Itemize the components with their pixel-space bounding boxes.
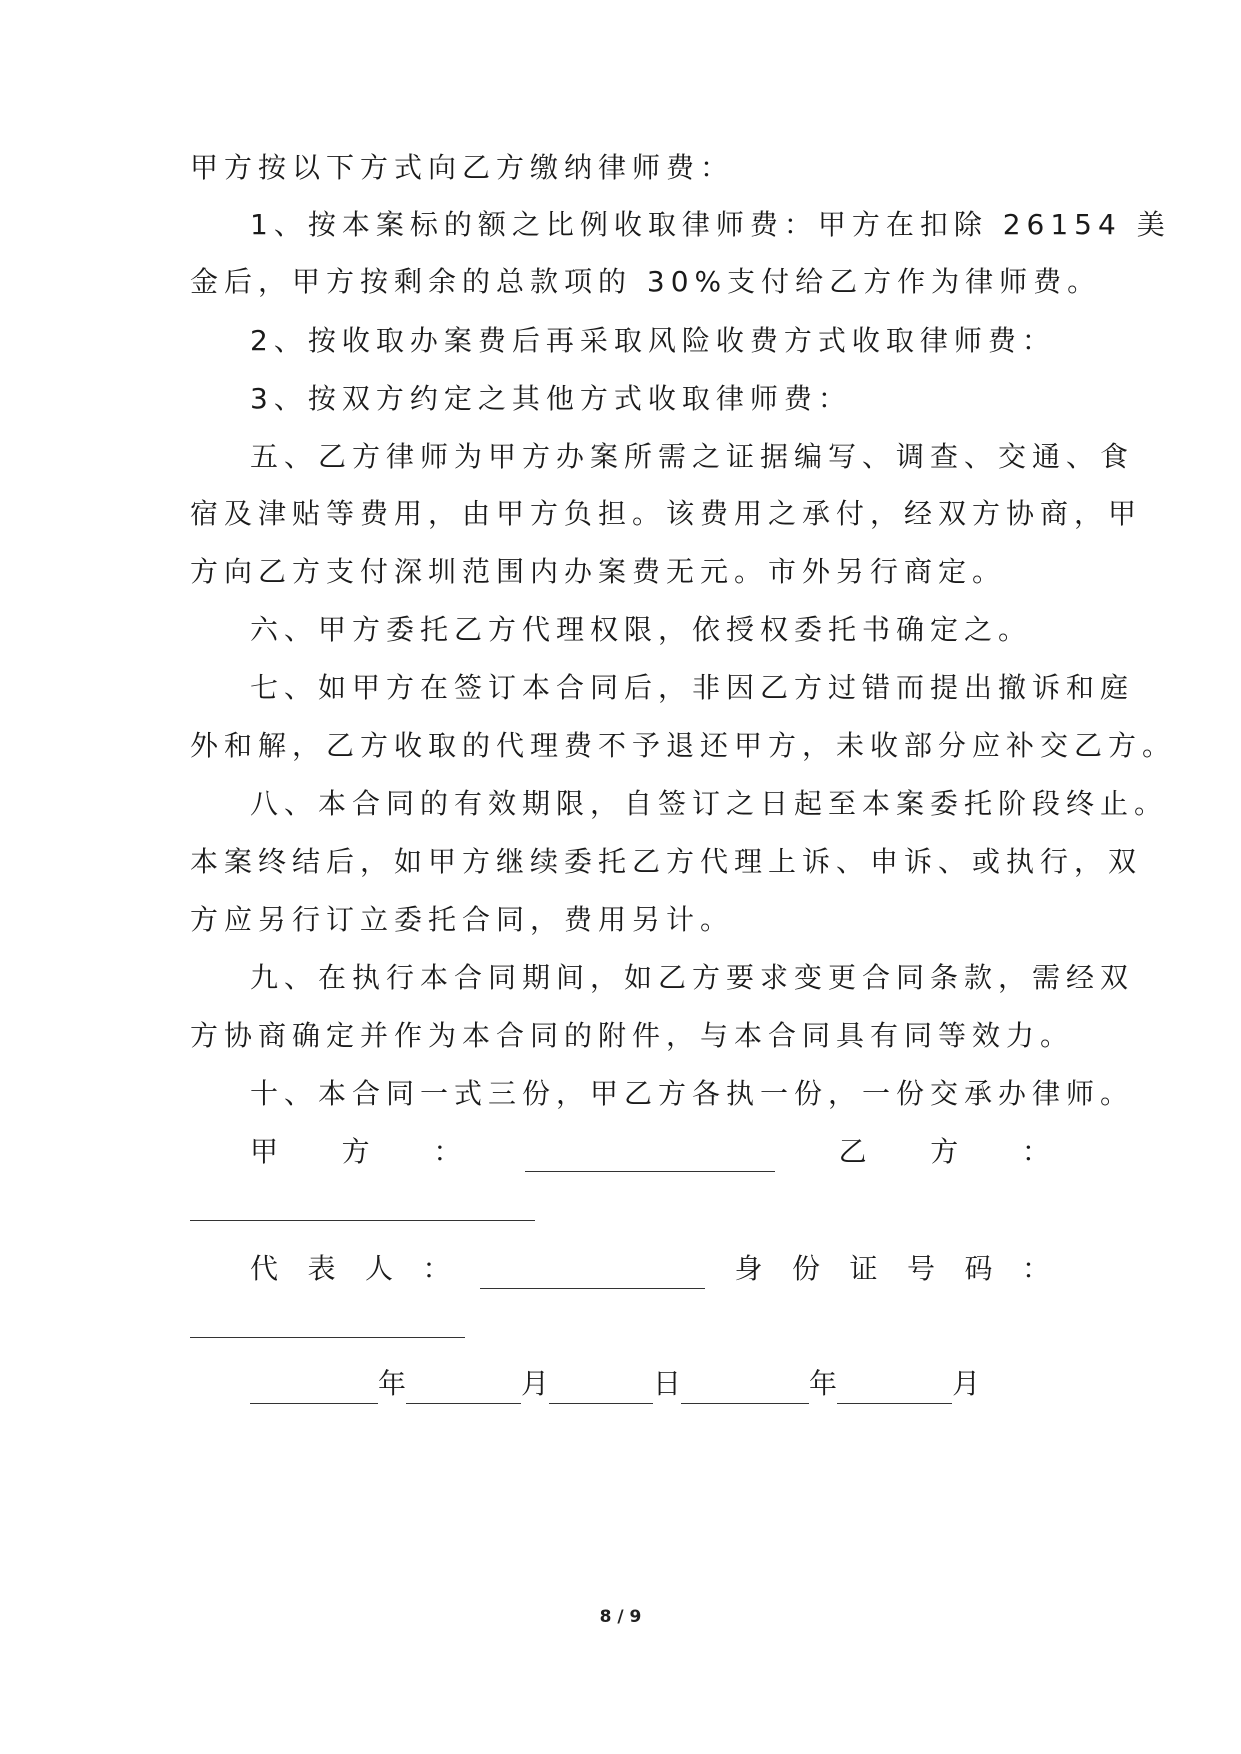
id-number-colon: ： bbox=[1021, 1252, 1050, 1285]
paragraph-3: 3、按双方约定之其他方式收取律师费： bbox=[250, 382, 852, 415]
signature-row-parties bbox=[250, 1132, 1050, 1172]
party-a-colon: ： bbox=[433, 1135, 462, 1168]
month-b-blank[interactable] bbox=[837, 1373, 952, 1404]
paragraph-7-line-2: 外和解，乙方收取的代理费不予退还甲方，未收部分应补交乙方。 bbox=[190, 729, 1177, 762]
party-b-colon: ： bbox=[1021, 1135, 1050, 1168]
year-a-label: 年 bbox=[378, 1367, 407, 1400]
signature-row-representative bbox=[250, 1249, 1050, 1289]
party-b-char-1: 乙 bbox=[838, 1135, 867, 1168]
page-number: 8 / 9 bbox=[599, 1607, 642, 1627]
party-b-signature-line[interactable] bbox=[190, 1220, 535, 1221]
paragraph-9-line-2: 方协商确定并作为本合同的附件，与本合同具有同等效力。 bbox=[190, 1019, 1075, 1052]
id-number-line[interactable] bbox=[190, 1337, 465, 1338]
paragraph-1-line-2: 金后，甲方按剩余的总款项的 30%支付给乙方作为律师费。 bbox=[190, 265, 1102, 298]
id-number-char-4: 号 bbox=[906, 1252, 935, 1285]
month-a-label: 月 bbox=[521, 1367, 550, 1400]
representative-signature-line[interactable] bbox=[480, 1258, 705, 1289]
party-a-signature-line[interactable] bbox=[525, 1141, 775, 1172]
paragraph-8-line-2: 本案终结后，如甲方继续委托乙方代理上诉、申诉、或执行，双 bbox=[190, 845, 1143, 878]
representative-char-1: 代 bbox=[250, 1252, 279, 1285]
paragraph-2: 2、按收取办案费后再采取风险收费方式收取律师费： bbox=[250, 324, 1056, 357]
month-a-blank[interactable] bbox=[406, 1373, 521, 1404]
paragraph-10: 十、本合同一式三份，甲乙方各执一份，一份交承办律师。 bbox=[250, 1077, 1135, 1110]
year-a-blank[interactable] bbox=[250, 1373, 378, 1404]
id-number-char-1: 身 bbox=[734, 1252, 763, 1285]
paragraph-7-line-1: 七、如甲方在签订本合同后，非因乙方过错而提出撤诉和庭 bbox=[250, 671, 1135, 704]
paragraph-5-line-2: 宿及津贴等费用，由甲方负担。该费用之承付，经双方协商，甲 bbox=[190, 497, 1143, 530]
paragraph-6: 六、甲方委托乙方代理权限，依授权委托书确定之。 bbox=[250, 613, 1033, 646]
paragraph-payment-intro: 甲方按以下方式向乙方缴纳律师费： bbox=[190, 151, 735, 184]
id-number-char-3: 证 bbox=[849, 1252, 878, 1285]
paragraph-9-line-1: 九、在执行本合同期间，如乙方要求变更合同条款，需经双 bbox=[250, 961, 1135, 994]
month-b-label: 月 bbox=[952, 1367, 981, 1400]
paragraph-8-line-3: 方应另行订立委托合同，费用另计。 bbox=[190, 903, 735, 936]
year-b-label: 年 bbox=[809, 1367, 838, 1400]
paragraph-5-line-3: 方向乙方支付深圳范围内办案费无元。市外另行商定。 bbox=[190, 555, 1007, 588]
id-number-char-5: 码 bbox=[964, 1252, 993, 1285]
year-b-blank[interactable] bbox=[681, 1373, 809, 1404]
party-a-char-2: 方 bbox=[341, 1135, 370, 1168]
paragraph-1-line-1: 1、按本案标的额之比例收取律师费：甲方在扣除 26154 美 bbox=[250, 208, 1171, 241]
representative-char-2: 表 bbox=[307, 1252, 336, 1285]
representative-char-3: 人 bbox=[365, 1252, 394, 1285]
day-a-label: 日 bbox=[653, 1367, 682, 1400]
id-number-char-2: 份 bbox=[791, 1252, 820, 1285]
party-b-char-2: 方 bbox=[930, 1135, 959, 1168]
paragraph-5-line-1: 五、乙方律师为甲方办案所需之证据编写、调查、交通、食 bbox=[250, 440, 1135, 473]
day-a-blank[interactable] bbox=[549, 1373, 653, 1404]
paragraph-8-line-1: 八、本合同的有效期限，自签订之日起至本案委托阶段终止。 bbox=[250, 787, 1169, 820]
party-a-char-1: 甲 bbox=[250, 1135, 279, 1168]
date-row bbox=[250, 1364, 1050, 1404]
representative-colon: ： bbox=[422, 1252, 451, 1285]
